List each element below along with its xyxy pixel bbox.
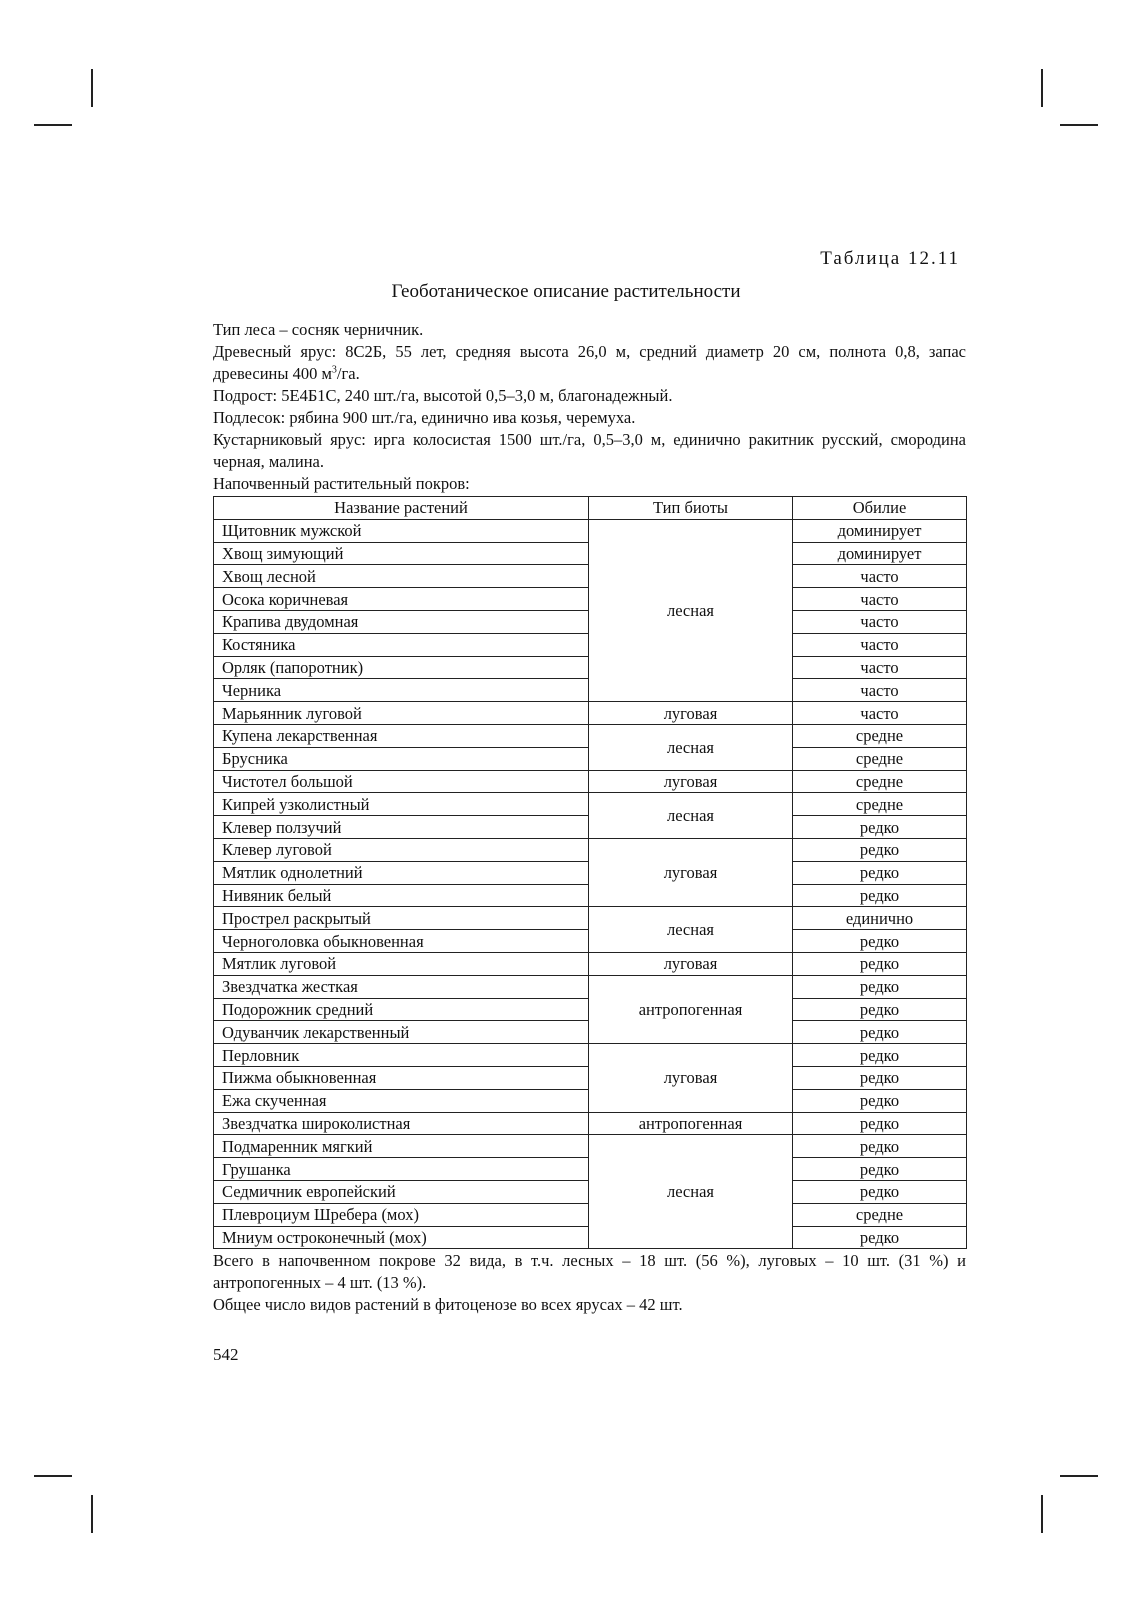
table-caption: Таблица 12.11 xyxy=(820,248,960,269)
undergrowth: Подрост: 5Е4Б1С, 240 шт./га, высотой 0,5–3,0 м, благонадежный. xyxy=(213,386,673,405)
abundance: доминирует xyxy=(793,542,967,565)
abundance: часто xyxy=(793,610,967,633)
abundance: средне xyxy=(793,793,967,816)
header-biota: Тип биоты xyxy=(589,497,793,520)
biota-type: антропогенная xyxy=(589,1112,793,1135)
plant-name: Прострел раскрытый xyxy=(214,907,589,930)
plant-name: Подмаренник мягкий xyxy=(214,1135,589,1158)
abundance: редко xyxy=(793,1158,967,1181)
ground-cover-heading: Напочвенный растительный покров: xyxy=(213,474,470,493)
table-row xyxy=(214,1044,967,1067)
abundance: средне xyxy=(793,770,967,793)
abundance: редко xyxy=(793,1044,967,1067)
intro-block xyxy=(213,319,966,495)
plant-name: Мниум остроконечный (мох) xyxy=(214,1226,589,1249)
abundance: средне xyxy=(793,724,967,747)
abundance: редко xyxy=(793,861,967,884)
abundance: средне xyxy=(793,747,967,770)
abundance: средне xyxy=(793,1203,967,1226)
abundance: редко xyxy=(793,884,967,907)
table-row xyxy=(214,770,967,793)
biota-type: лесная xyxy=(589,793,793,839)
table-row xyxy=(214,975,967,998)
plant-name: Звездчатка широколистная xyxy=(214,1112,589,1135)
header-abundance: Обилие xyxy=(793,497,967,520)
plant-name: Одуванчик лекарственный xyxy=(214,1021,589,1044)
plant-name: Черника xyxy=(214,679,589,702)
plant-name: Крапива двудомная xyxy=(214,610,589,633)
biota-type: лесная xyxy=(589,907,793,953)
plant-name: Грушанка xyxy=(214,1158,589,1181)
abundance: редко xyxy=(793,1066,967,1089)
shrub-layer: Кустарниковый ярус: ирга колосистая 1500 шт./га, 0,5–3,0 м, единично ракитник русский, смородина черная, малина. xyxy=(213,430,966,471)
crop-mark xyxy=(1041,69,1043,107)
table-header-row xyxy=(214,497,967,520)
plant-name: Брусника xyxy=(214,747,589,770)
abundance: редко xyxy=(793,975,967,998)
abundance: редко xyxy=(793,1180,967,1203)
crop-mark xyxy=(1060,124,1098,126)
table-row xyxy=(214,793,967,816)
plant-name: Хвощ лесной xyxy=(214,565,589,588)
species-total: Общее число видов растений в фитоценозе во всех ярусах – 42 шт. xyxy=(213,1295,683,1314)
crop-mark xyxy=(34,124,72,126)
biota-type: лесная xyxy=(589,519,793,701)
page-number: 542 xyxy=(213,1345,239,1364)
summary-block xyxy=(213,1250,966,1316)
abundance: редко xyxy=(793,998,967,1021)
abundance: часто xyxy=(793,702,967,725)
biota-type: луговая xyxy=(589,952,793,975)
abundance: редко xyxy=(793,1135,967,1158)
abundance: редко xyxy=(793,838,967,861)
abundance: часто xyxy=(793,565,967,588)
biota-type: лесная xyxy=(589,724,793,770)
plant-name: Кипрей узколистный xyxy=(214,793,589,816)
vegetation-table xyxy=(213,496,967,1249)
plant-name: Марьянник луговой xyxy=(214,702,589,725)
plant-name: Подорожник средний xyxy=(214,998,589,1021)
table-row xyxy=(214,952,967,975)
species-summary: Всего в напочвенном покрове 32 вида, в т.ч. лесных – 18 шт. (56 %), луговых – 10 шт. (31 %) и антропогенных – 4 шт. (13 %). xyxy=(213,1251,966,1292)
biota-type: луговая xyxy=(589,1044,793,1112)
abundance: редко xyxy=(793,952,967,975)
abundance: единично xyxy=(793,907,967,930)
plant-name: Седмичник европейский xyxy=(214,1180,589,1203)
plant-name: Нивяник белый xyxy=(214,884,589,907)
plant-name: Купена лекарственная xyxy=(214,724,589,747)
plant-name: Осока коричневая xyxy=(214,588,589,611)
plant-name: Хвощ зимующий xyxy=(214,542,589,565)
plant-name: Щитовник мужской xyxy=(214,519,589,542)
table-title: Геоботаническое описание растительности xyxy=(391,281,741,302)
table-row xyxy=(214,519,967,542)
biota-type: луговая xyxy=(589,838,793,906)
plant-name: Звездчатка жесткая xyxy=(214,975,589,998)
plant-name: Мятлик луговой xyxy=(214,952,589,975)
plant-name: Чистотел большой xyxy=(214,770,589,793)
abundance: редко xyxy=(793,930,967,953)
table-row xyxy=(214,838,967,861)
abundance: часто xyxy=(793,656,967,679)
plant-name: Орляк (папоротник) xyxy=(214,656,589,679)
crop-mark xyxy=(1041,1495,1043,1533)
table-row xyxy=(214,724,967,747)
header-name: Название растений xyxy=(214,497,589,520)
crop-mark xyxy=(1060,1475,1098,1477)
crop-mark xyxy=(34,1475,72,1477)
plant-name: Клевер ползучий xyxy=(214,816,589,839)
biota-type: луговая xyxy=(589,770,793,793)
table-row xyxy=(214,1112,967,1135)
plant-name: Клевер луговой xyxy=(214,838,589,861)
plant-name: Костяника xyxy=(214,633,589,656)
plant-name: Мятлик однолетний xyxy=(214,861,589,884)
table-row xyxy=(214,907,967,930)
biota-type: луговая xyxy=(589,702,793,725)
crop-mark xyxy=(91,1495,93,1533)
abundance: редко xyxy=(793,816,967,839)
abundance: часто xyxy=(793,679,967,702)
abundance: часто xyxy=(793,633,967,656)
forest-type: Тип леса – сосняк черничник. xyxy=(213,320,424,339)
plant-name: Ежа скученная xyxy=(214,1089,589,1112)
plant-name: Плевроциум Шребера (мох) xyxy=(214,1203,589,1226)
tree-layer: Древесный ярус: 8С2Б, 55 лет, средняя высота 26,0 м, средний диаметр 20 см, полнота 0,8, запас древесины 400 $м^3/га$. xyxy=(213,342,966,383)
plant-name: Черноголовка обыкновенная xyxy=(214,930,589,953)
abundance: редко xyxy=(793,1089,967,1112)
biota-type: антропогенная xyxy=(589,975,793,1043)
table-row xyxy=(214,1135,967,1158)
abundance: доминирует xyxy=(793,519,967,542)
plant-name: Перловник xyxy=(214,1044,589,1067)
biota-type: лесная xyxy=(589,1135,793,1249)
plant-name: Пижма обыкновенная xyxy=(214,1066,589,1089)
table-row xyxy=(214,702,967,725)
abundance: редко xyxy=(793,1226,967,1249)
abundance: редко xyxy=(793,1021,967,1044)
underbrush: Подлесок: рябина 900 шт./га, единично ива козья, черемуха. xyxy=(213,408,636,427)
abundance: редко xyxy=(793,1112,967,1135)
crop-mark xyxy=(91,69,93,107)
abundance: часто xyxy=(793,588,967,611)
